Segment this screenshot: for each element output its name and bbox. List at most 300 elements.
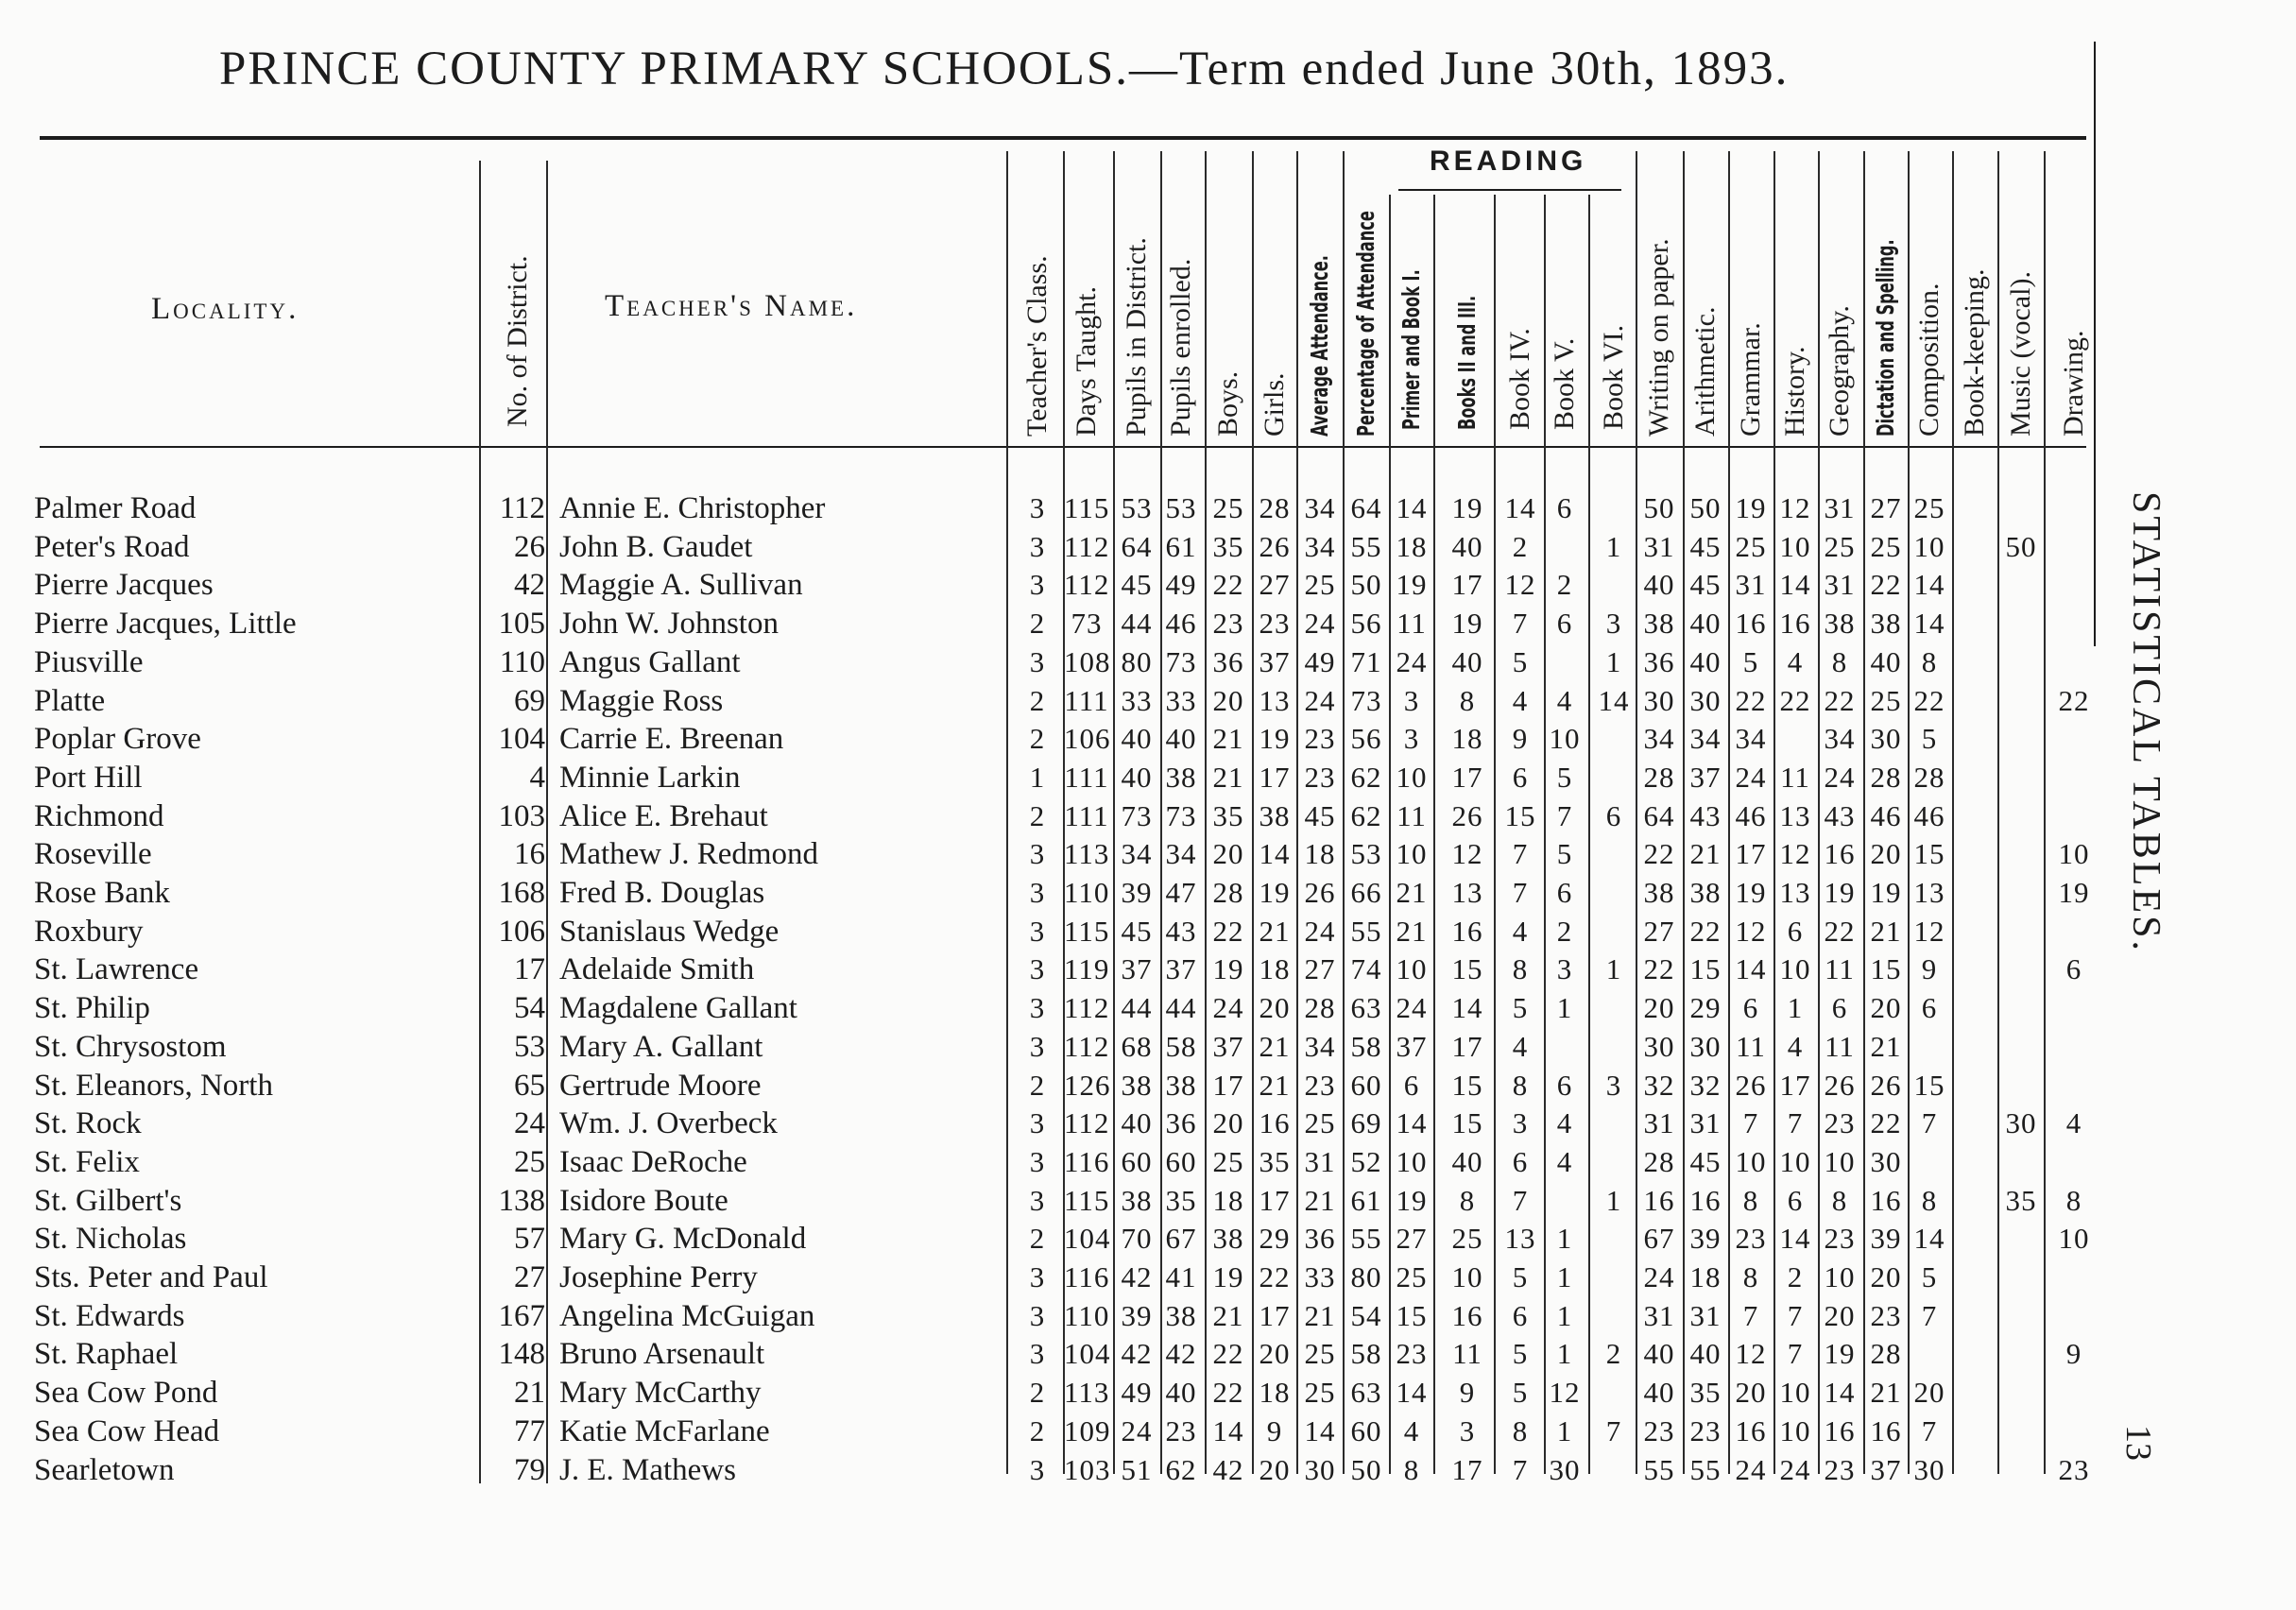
stat-value-cell: 45 — [1121, 568, 1153, 601]
stat-value-cell: 12 — [1779, 837, 1811, 870]
stat-value-cell: 25 — [1304, 1376, 1336, 1409]
stat-value-cell: 19 — [1870, 876, 1902, 909]
stat-value-cell: 64 — [1643, 799, 1675, 832]
locality-cell: St. Eleanors, North — [34, 1069, 273, 1103]
stat-value-cell: 10 — [1913, 530, 1945, 563]
stat-value-cell: 4 — [2065, 1106, 2082, 1139]
stat-value-cell: 17 — [1735, 837, 1767, 870]
stat-value-cell: 3 — [1403, 722, 1420, 755]
stat-value-cell: 7 — [1742, 1106, 1759, 1139]
stat-value-cell: 24 — [1396, 991, 1428, 1024]
stat-value-cell: 26 — [1870, 1069, 1902, 1102]
stat-value-cell: 22 — [1212, 568, 1244, 601]
stat-value-cell: 40 — [1121, 761, 1153, 794]
stat-value-cell: 37 — [1689, 761, 1722, 794]
stat-value-cell: 1 — [1029, 761, 1046, 794]
stat-value-cell: 6 — [1605, 799, 1622, 832]
stat-value-cell: 80 — [1121, 645, 1153, 678]
stat-value-cell: 44 — [1121, 607, 1153, 640]
school-row — [0, 1297, 2126, 1335]
stat-value-cell: 19 — [1824, 876, 1856, 909]
stat-value-cell: 55 — [1350, 530, 1382, 563]
school-row — [0, 1143, 2126, 1181]
district-number-cell: 77 — [514, 1414, 545, 1448]
stat-value-cell: 44 — [1165, 991, 1197, 1024]
stat-value-cell: 38 — [1165, 1299, 1197, 1332]
stat-value-cell: 20 — [1870, 1260, 1902, 1293]
stat-value-cell: 10 — [2058, 1222, 2090, 1255]
stat-value-cell: 10 — [1396, 952, 1428, 985]
stat-value-cell: 13 — [1259, 684, 1291, 717]
stat-value-cell: 56 — [1350, 607, 1382, 640]
stat-value-cell: 23 — [1870, 1299, 1902, 1332]
stat-value-cell: 7 — [1742, 1299, 1759, 1332]
locality-cell: St. Rock — [34, 1106, 142, 1140]
stat-value-cell: 34 — [1689, 722, 1722, 755]
stat-value-cell: 64 — [1121, 530, 1153, 563]
stat-value-cell: 25 — [1735, 530, 1767, 563]
stat-value-cell: 36 — [1165, 1106, 1197, 1139]
stat-value-cell: 16 — [1689, 1184, 1722, 1217]
district-number-cell: 57 — [514, 1222, 545, 1256]
stat-value-cell: 10 — [1779, 1145, 1811, 1178]
stat-value-cell: 6 — [1512, 761, 1529, 794]
stat-value-cell: 55 — [1350, 915, 1382, 948]
stat-value-cell: 34 — [1304, 491, 1336, 524]
stat-value-cell: 15 — [1870, 952, 1902, 985]
stat-value-cell: 25 — [1396, 1260, 1428, 1293]
stat-value-cell: 16 — [1824, 1414, 1856, 1447]
stat-value-cell: 19 — [1396, 568, 1428, 601]
stat-value-cell: 24 — [1643, 1260, 1675, 1293]
district-number-cell: 103 — [498, 799, 545, 833]
stat-value-cell: 20 — [1735, 1376, 1767, 1409]
stat-value-cell: 16 — [1870, 1414, 1902, 1447]
stat-value-cell: 20 — [1259, 991, 1291, 1024]
stat-value-cell: 23 — [1304, 761, 1336, 794]
stat-value-cell: 5 — [1512, 1337, 1529, 1370]
stat-header-label: Percentage of Attendance — [1352, 211, 1379, 437]
teacher-name-cell: John W. Johnston — [559, 607, 779, 641]
stat-value-cell: 35 — [1212, 530, 1244, 563]
stat-value-cell: 112 — [1064, 991, 1110, 1024]
stat-value-cell: 11 — [1825, 952, 1855, 985]
stat-value-cell: 27 — [1304, 952, 1336, 985]
teacher-name-cell: Maggie Ross — [559, 684, 724, 718]
stat-value-cell: 40 — [1689, 607, 1722, 640]
stat-value-cell: 4 — [1556, 1106, 1573, 1139]
stat-value-cell: 10 — [1779, 1414, 1811, 1447]
stat-value-cell: 3 — [1556, 952, 1573, 985]
stat-value-cell: 111 — [1064, 684, 1109, 717]
stat-value-cell: 46 — [1870, 799, 1902, 832]
locality-cell: Rose Bank — [34, 876, 170, 910]
stat-header-label: Music (vocal). — [2005, 271, 2036, 437]
stat-value-cell: 6 — [1556, 607, 1573, 640]
stat-value-cell: 3 — [1029, 952, 1046, 985]
stat-value-cell: 24 — [1304, 684, 1336, 717]
stat-value-cell: 22 — [1824, 915, 1856, 948]
stat-header-label: Teacher's Class. — [1021, 255, 1053, 437]
stat-value-cell: 7 — [1921, 1106, 1938, 1139]
school-row — [0, 1451, 2126, 1489]
stat-value-cell: 18 — [1259, 1376, 1291, 1409]
stat-value-cell: 12 — [1913, 915, 1945, 948]
stat-value-cell: 19 — [1396, 1184, 1428, 1217]
locality-cell: St. Nicholas — [34, 1222, 187, 1256]
teacher-name-cell: Minnie Larkin — [559, 761, 741, 795]
stat-value-cell: 14 — [1212, 1414, 1244, 1447]
stat-value-cell: 22 — [2058, 684, 2090, 717]
stat-value-cell: 53 — [1121, 491, 1153, 524]
stat-value-cell: 19 — [1212, 952, 1244, 985]
stat-value-cell: 22 — [1735, 684, 1767, 717]
stat-value-cell: 3 — [1029, 876, 1046, 909]
stat-value-cell: 28 — [1870, 761, 1902, 794]
stat-value-cell: 2 — [1029, 1222, 1046, 1255]
stat-value-cell: 23 — [1824, 1222, 1856, 1255]
teacher-name-cell: Stanislaus Wedge — [559, 915, 780, 949]
stat-value-cell: 23 — [1165, 1414, 1197, 1447]
stat-value-cell: 4 — [1512, 684, 1529, 717]
stat-value-cell: 16 — [1824, 837, 1856, 870]
stat-value-cell: 10 — [1396, 837, 1428, 870]
stat-value-cell: 23 — [2058, 1453, 2090, 1486]
stat-value-cell: 56 — [1350, 722, 1382, 755]
stat-value-cell: 21 — [1689, 837, 1722, 870]
stat-value-cell: 6 — [1742, 991, 1759, 1024]
district-number-cell: 27 — [514, 1260, 545, 1294]
stat-value-cell: 7 — [1787, 1299, 1804, 1332]
stat-value-cell: 42 — [1121, 1260, 1153, 1293]
stat-value-cell: 25 — [1913, 491, 1945, 524]
locality-cell: Peter's Road — [34, 530, 190, 564]
school-row — [0, 989, 2126, 1027]
stat-value-cell: 21 — [1259, 1069, 1291, 1102]
locality-cell: St. Chrysostom — [34, 1030, 227, 1064]
teacher-name-cell: Angus Gallant — [559, 645, 741, 679]
stat-value-cell: 21 — [1212, 761, 1244, 794]
stat-value-cell: 12 — [1549, 1376, 1581, 1409]
stat-value-cell: 3 — [1029, 1145, 1046, 1178]
teacher-name-cell: Mary McCarthy — [559, 1376, 762, 1410]
stat-value-cell: 25 — [1870, 530, 1902, 563]
teacher-name-cell: Maggie A. Sullivan — [559, 568, 803, 602]
stat-value-cell: 17 — [1779, 1069, 1811, 1102]
district-number-cell: 104 — [498, 722, 545, 756]
school-row — [0, 913, 2126, 951]
stat-value-cell: 116 — [1064, 1260, 1110, 1293]
stat-value-cell: 4 — [1512, 915, 1529, 948]
stat-header-label: Book IV. — [1504, 328, 1535, 430]
stat-value-cell: 60 — [1350, 1069, 1382, 1102]
stat-value-cell: 58 — [1165, 1030, 1197, 1063]
stat-value-cell: 3 — [1029, 1299, 1046, 1332]
stat-value-cell: 30 — [1549, 1453, 1581, 1486]
stat-value-cell: 38 — [1824, 607, 1856, 640]
stat-header-label: Girls. — [1259, 372, 1290, 437]
district-number-cell: 17 — [514, 952, 545, 986]
district-number-cell: 24 — [514, 1106, 545, 1140]
stat-value-cell: 22 — [1212, 1337, 1244, 1370]
stat-value-cell: 8 — [1459, 1184, 1476, 1217]
stat-value-cell: 19 — [1451, 607, 1483, 640]
locality-cell: St. Lawrence — [34, 952, 199, 986]
stat-value-cell: 39 — [1689, 1222, 1722, 1255]
teacher-name-cell: J. E. Mathews — [559, 1453, 736, 1487]
stat-value-cell: 15 — [1689, 952, 1722, 985]
stat-value-cell: 37 — [1212, 1030, 1244, 1063]
stat-value-cell: 14 — [1396, 1376, 1428, 1409]
stat-value-cell: 66 — [1350, 876, 1382, 909]
school-row — [0, 1374, 2126, 1412]
stat-value-cell: 40 — [1643, 1337, 1675, 1370]
stat-value-cell: 17 — [1451, 568, 1483, 601]
stat-value-cell: 26 — [1824, 1069, 1856, 1102]
page-number-text: 13 — [2118, 1425, 2158, 1461]
district-number-cell: 25 — [514, 1145, 545, 1179]
stat-value-cell: 5 — [1742, 645, 1759, 678]
locality-cell: St. Raphael — [34, 1337, 179, 1371]
stat-value-cell: 3 — [1029, 915, 1046, 948]
stat-value-cell: 19 — [1259, 722, 1291, 755]
side-title-text: STATISTICAL TABLES. — [2124, 491, 2167, 953]
stat-header-label: Primer and Book I. — [1397, 269, 1425, 430]
stat-value-cell: 15 — [1451, 1069, 1483, 1102]
stat-value-cell: 24 — [1396, 645, 1428, 678]
stat-value-cell: 13 — [1451, 876, 1483, 909]
stat-value-cell: 62 — [1350, 761, 1382, 794]
stat-value-cell: 30 — [1870, 1145, 1902, 1178]
stat-value-cell: 19 — [1735, 876, 1767, 909]
stat-value-cell: 116 — [1064, 1145, 1110, 1178]
stat-value-cell: 54 — [1350, 1299, 1382, 1332]
stat-value-cell: 26 — [1451, 799, 1483, 832]
stat-value-cell: 8 — [1742, 1260, 1759, 1293]
locality-cell: St. Edwards — [34, 1299, 185, 1333]
stat-value-cell: 8 — [1512, 1069, 1529, 1102]
stat-value-cell: 40 — [1451, 1145, 1483, 1178]
stat-value-cell: 29 — [1259, 1222, 1291, 1255]
stat-value-cell: 3 — [1459, 1414, 1476, 1447]
stat-value-cell: 74 — [1350, 952, 1382, 985]
stat-value-cell: 37 — [1165, 952, 1197, 985]
stat-value-cell: 6 — [1556, 491, 1573, 524]
stat-value-cell: 55 — [1350, 1222, 1382, 1255]
stat-value-cell: 25 — [1870, 684, 1902, 717]
stat-value-cell: 40 — [1643, 1376, 1675, 1409]
stat-value-cell: 46 — [1735, 799, 1767, 832]
teacher-name-cell: Angelina McGuigan — [559, 1299, 815, 1333]
stat-value-cell: 5 — [1921, 722, 1938, 755]
stat-value-cell: 27 — [1259, 568, 1291, 601]
stat-value-cell: 1 — [1556, 1299, 1573, 1332]
stat-value-cell: 3 — [1029, 1184, 1046, 1217]
stat-value-cell: 24 — [1735, 761, 1767, 794]
locality-header: Locality. — [151, 292, 300, 326]
stat-value-cell: 115 — [1064, 915, 1110, 948]
stat-value-cell: 2 — [1512, 530, 1529, 563]
school-row — [0, 605, 2126, 642]
stat-value-cell: 4 — [1403, 1414, 1420, 1447]
stat-value-cell: 31 — [1689, 1106, 1722, 1139]
stat-value-cell: 2 — [1029, 1376, 1046, 1409]
stat-value-cell: 16 — [1643, 1184, 1675, 1217]
stat-value-cell: 13 — [1779, 799, 1811, 832]
stat-value-cell: 22 — [1212, 915, 1244, 948]
stat-header-label: Drawing. — [2058, 330, 2089, 437]
stat-value-cell: 34 — [1643, 722, 1675, 755]
locality-cell: Richmond — [34, 799, 164, 833]
stat-value-cell: 11 — [1825, 1030, 1855, 1063]
stat-value-cell: 8 — [1921, 645, 1938, 678]
stat-value-cell: 47 — [1165, 876, 1197, 909]
stat-value-cell: 29 — [1689, 991, 1722, 1024]
stat-value-cell: 46 — [1913, 799, 1945, 832]
stat-value-cell: 7 — [1921, 1414, 1938, 1447]
stat-value-cell: 15 — [1913, 837, 1945, 870]
stat-value-cell: 28 — [1870, 1337, 1902, 1370]
stat-value-cell: 1 — [1605, 952, 1622, 985]
stat-header-label: Book VI. — [1598, 324, 1629, 430]
stat-value-cell: 7 — [1512, 876, 1529, 909]
locality-cell: Roxbury — [34, 915, 144, 949]
teacher-name-cell: John B. Gaudet — [559, 530, 753, 564]
school-row — [0, 759, 2126, 796]
stat-value-cell: 5 — [1556, 761, 1573, 794]
district-number-cell: 79 — [514, 1453, 545, 1487]
district-number-cell: 53 — [514, 1030, 545, 1064]
stat-value-cell: 50 — [1643, 491, 1675, 524]
stat-value-cell: 45 — [1121, 915, 1153, 948]
stat-value-cell: 25 — [1212, 491, 1244, 524]
stat-value-cell: 58 — [1350, 1337, 1382, 1370]
stat-value-cell: 9 — [1512, 722, 1529, 755]
stat-value-cell: 109 — [1064, 1414, 1111, 1447]
stat-value-cell: 16 — [1451, 1299, 1483, 1332]
stat-value-cell: 9 — [1921, 952, 1938, 985]
stat-value-cell: 55 — [1643, 1453, 1675, 1486]
stat-header-label: Grammar. — [1735, 322, 1766, 437]
stat-value-cell: 1 — [1787, 991, 1804, 1024]
stat-value-cell: 24 — [1304, 915, 1336, 948]
district-number-cell: 21 — [514, 1376, 545, 1410]
stat-value-cell: 23 — [1259, 607, 1291, 640]
stat-value-cell: 38 — [1121, 1184, 1153, 1217]
stat-value-cell: 104 — [1064, 1337, 1111, 1370]
school-row — [0, 566, 2126, 604]
stat-value-cell: 26 — [1735, 1069, 1767, 1102]
school-row — [0, 1182, 2126, 1220]
stat-value-cell: 42 — [1165, 1337, 1197, 1370]
stat-value-cell: 18 — [1259, 952, 1291, 985]
stat-value-cell: 58 — [1350, 1030, 1382, 1063]
district-number-cell: 65 — [514, 1069, 545, 1103]
locality-cell: St. Gilbert's — [34, 1184, 182, 1218]
stat-value-cell: 61 — [1165, 530, 1197, 563]
stat-value-cell: 21 — [1212, 722, 1244, 755]
teacher-header: Teacher's Name. — [605, 289, 858, 323]
stat-value-cell: 11 — [1736, 1030, 1766, 1063]
stat-value-cell: 2 — [1787, 1260, 1804, 1293]
stat-value-cell: 33 — [1165, 684, 1197, 717]
stat-value-cell: 31 — [1824, 568, 1856, 601]
stat-value-cell: 7 — [1512, 607, 1529, 640]
stat-value-cell: 35 — [1212, 799, 1244, 832]
stat-value-cell: 17 — [1259, 1184, 1291, 1217]
stat-value-cell: 38 — [1643, 607, 1675, 640]
stat-value-cell: 17 — [1451, 761, 1483, 794]
stat-value-cell: 7 — [1921, 1299, 1938, 1332]
stat-value-cell: 25 — [1212, 1145, 1244, 1178]
stat-value-cell: 38 — [1643, 876, 1675, 909]
stat-value-cell: 17 — [1451, 1030, 1483, 1063]
stat-value-cell: 10 — [1824, 1260, 1856, 1293]
stat-value-cell: 112 — [1064, 568, 1110, 601]
stat-value-cell: 37 — [1396, 1030, 1428, 1063]
stat-value-cell: 43 — [1824, 799, 1856, 832]
stat-value-cell: 25 — [1304, 1337, 1336, 1370]
stat-value-cell: 1 — [1605, 530, 1622, 563]
stat-value-cell: 10 — [1735, 1145, 1767, 1178]
stat-value-cell: 6 — [1556, 1069, 1573, 1102]
stat-value-cell: 24 — [1121, 1414, 1153, 1447]
locality-cell: Pierre Jacques, Little — [34, 607, 297, 641]
stat-value-cell: 20 — [1212, 1106, 1244, 1139]
stat-value-cell: 15 — [1913, 1069, 1945, 1102]
stat-value-cell: 30 — [1643, 1030, 1675, 1063]
stat-value-cell: 3 — [1029, 1453, 1046, 1486]
stat-value-cell: 16 — [1259, 1106, 1291, 1139]
district-header-label: No. of District. — [502, 255, 533, 427]
stat-value-cell: 7 — [1787, 1337, 1804, 1370]
stat-header-label: Writing on paper. — [1643, 238, 1674, 437]
locality-cell: Sea Cow Pond — [34, 1376, 218, 1410]
stat-value-cell: 3 — [1029, 837, 1046, 870]
stat-value-cell: 8 — [2065, 1184, 2082, 1217]
teacher-name-cell: Isaac DeRoche — [559, 1145, 747, 1179]
school-row — [0, 797, 2126, 835]
stat-value-cell: 15 — [1504, 799, 1536, 832]
stat-value-cell: 18 — [1396, 530, 1428, 563]
stat-value-cell: 5 — [1512, 1376, 1529, 1409]
stat-header-label: Boys. — [1212, 370, 1243, 437]
stat-value-cell: 31 — [1824, 491, 1856, 524]
stat-value-cell: 26 — [1304, 876, 1336, 909]
stat-value-cell: 23 — [1304, 1069, 1336, 1102]
stat-value-cell: 49 — [1304, 645, 1336, 678]
stat-value-cell: 23 — [1304, 722, 1336, 755]
stat-value-cell: 6 — [1512, 1145, 1529, 1178]
stat-value-cell: 1 — [1605, 645, 1622, 678]
locality-cell: Port Hill — [34, 761, 143, 795]
stat-value-cell: 43 — [1689, 799, 1722, 832]
stat-value-cell: 6 — [1512, 1299, 1529, 1332]
stat-value-cell: 62 — [1165, 1453, 1197, 1486]
stat-value-cell: 22 — [1870, 1106, 1902, 1139]
stat-value-cell: 18 — [1689, 1260, 1722, 1293]
stat-value-cell: 2 — [1605, 1337, 1622, 1370]
stat-value-cell: 45 — [1304, 799, 1336, 832]
stat-value-cell: 40 — [1121, 722, 1153, 755]
stat-value-cell: 3 — [1403, 684, 1420, 717]
stat-value-cell: 6 — [2065, 952, 2082, 985]
stat-value-cell: 30 — [1304, 1453, 1336, 1486]
stat-header-label: Composition. — [1913, 283, 1945, 437]
stat-header-label: Books II and III. — [1453, 295, 1481, 430]
stat-value-cell: 10 — [1549, 722, 1581, 755]
stat-value-cell: 112 — [1064, 530, 1110, 563]
